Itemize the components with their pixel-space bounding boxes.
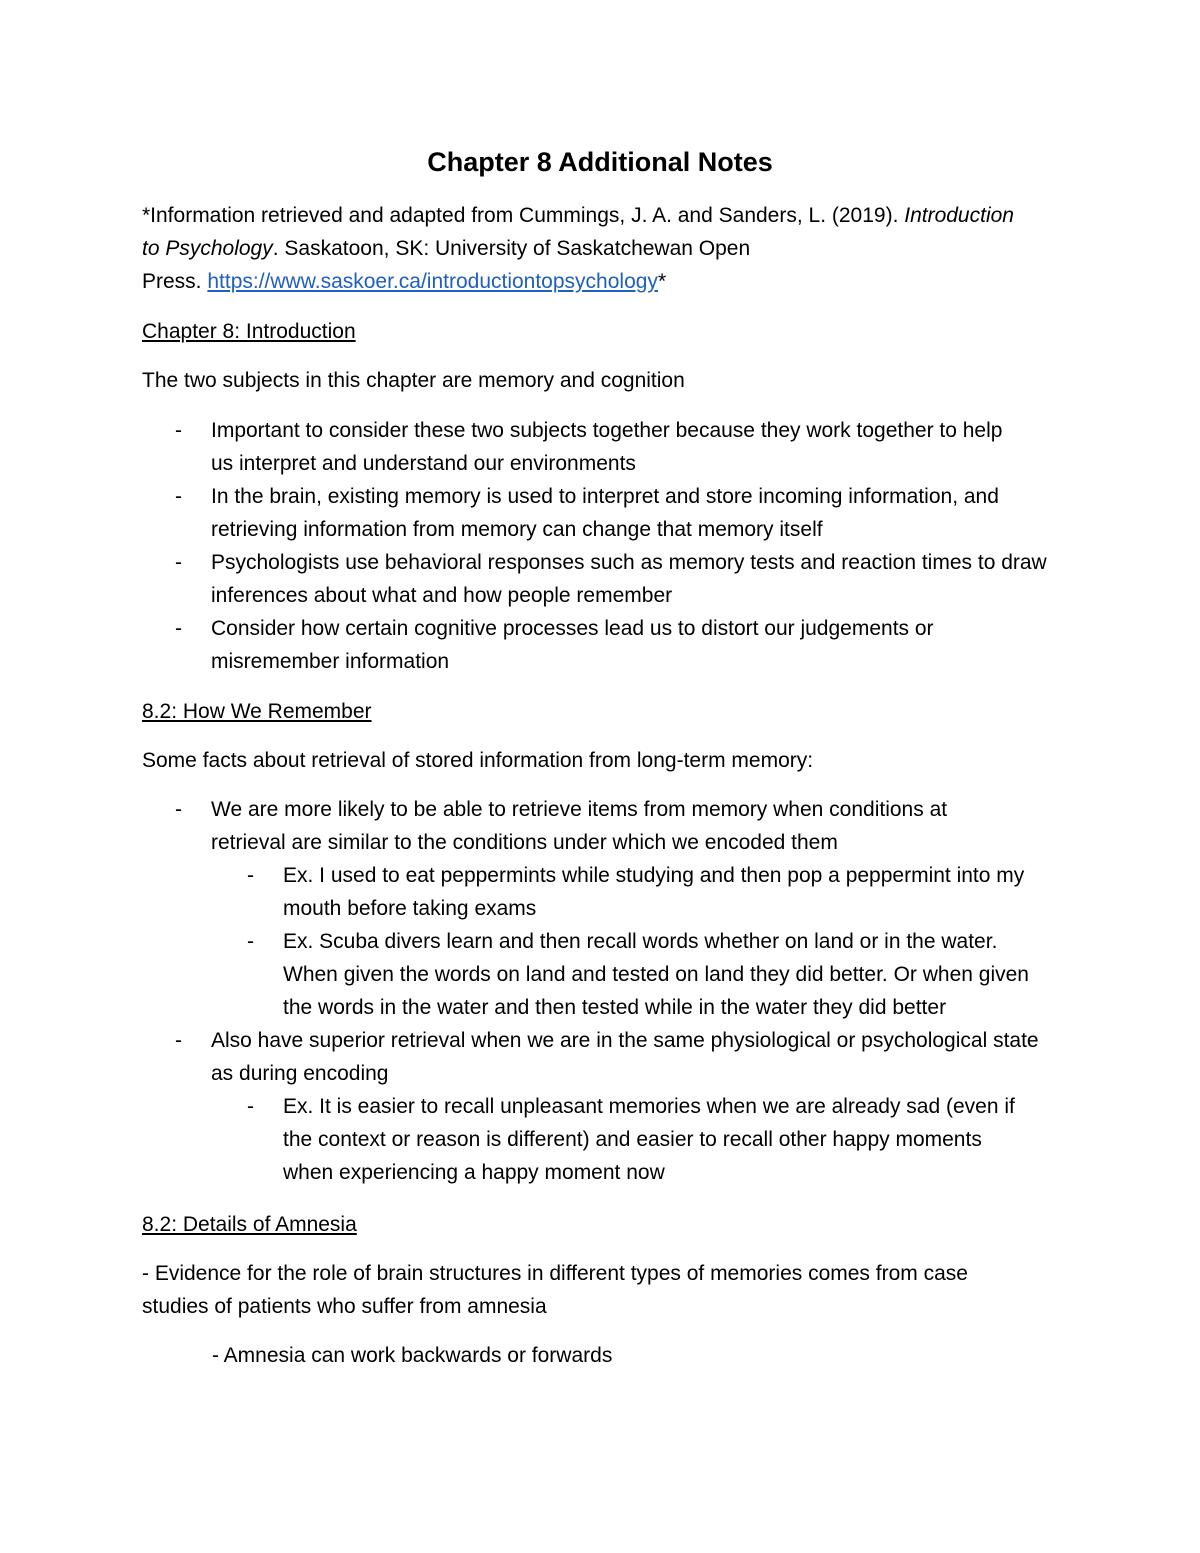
bullet-line: We are more likely to be able to retrieve items from memory when conditions at	[211, 798, 948, 821]
citation-prefix: *Information retrieved and adapted from Cummings, J. A. and Sanders, L. (2019).	[142, 204, 905, 227]
bullet-line: mouth before taking exams	[283, 897, 537, 920]
bullet-dash: -	[175, 419, 182, 442]
page-title: Chapter 8 Additional Notes	[427, 147, 773, 177]
bullet-line: misremember information	[211, 650, 450, 673]
bullet-line: retrieving information from memory can change that memory itself	[211, 518, 823, 541]
amnesia-paragraph	[142, 1257, 968, 1323]
bullet-line: When given the words on land and tested on land they did better. Or when given	[283, 963, 1029, 986]
intro-bullet-list	[0, 414, 1047, 678]
bullet-line: when experiencing a happy moment now	[283, 1161, 665, 1184]
bullet-dash: -	[175, 551, 182, 574]
citation-press: Press.	[142, 270, 208, 293]
list-item	[0, 859, 1039, 925]
section-intro-text: Some facts about retrieval of stored information from long-term memory:	[142, 749, 814, 772]
list-item	[0, 1090, 1039, 1189]
list-item	[0, 925, 1039, 1024]
list-item	[0, 480, 1047, 546]
bullet-dash: -	[247, 1095, 254, 1118]
bullet-line: the context or reason is different) and easier to recall other happy moments	[283, 1128, 982, 1151]
bullet-text	[283, 859, 1039, 925]
bullet-dash: -	[175, 485, 182, 508]
section-heading-amnesia: 8.2: Details of Amnesia	[142, 1213, 357, 1236]
bullet-dash: -	[175, 798, 182, 821]
bullet-line: retrieval are similar to the conditions under which we encoded them	[211, 831, 838, 854]
bullet-dash: -	[175, 617, 182, 640]
citation-publisher: . Saskatoon, SK: University of Saskatchewan Open	[272, 237, 751, 260]
bullet-line: Ex. Scuba divers learn and then recall words whether on land or in the water.	[283, 930, 998, 953]
source-citation	[142, 199, 1062, 298]
bullet-line: the words in the water and then tested while in the water they did better	[283, 996, 947, 1019]
citation-book-title-part-1: Introduction	[904, 204, 1014, 227]
section-heading-how-we-remember: 8.2: How We Remember	[142, 700, 372, 723]
bullet-line: Consider how certain cognitive processes lead us to distort our judgements or	[211, 617, 934, 640]
list-item	[0, 414, 1047, 480]
citation-line-3	[142, 265, 1062, 298]
source-url-link[interactable]: https://www.saskoer.ca/introductiontopsychology	[207, 270, 658, 293]
list-item	[0, 1024, 1039, 1090]
list-item	[0, 612, 1047, 678]
list-item	[0, 546, 1047, 612]
bullet-text	[211, 1024, 1039, 1090]
section-heading-introduction: Chapter 8: Introduction	[142, 320, 356, 343]
bullet-line: Psychologists use behavioral responses such as memory tests and reaction times to draw	[211, 551, 1047, 574]
bullet-text	[211, 793, 1039, 859]
bullet-line: Also have superior retrieval when we are in the same physiological or psychological state	[211, 1029, 1039, 1052]
bullet-line: us interpret and understand our environments	[211, 452, 636, 475]
bullet-text	[211, 480, 1047, 546]
bullet-line: Important to consider these two subjects together because they work together to help	[211, 419, 1003, 442]
section-intro-text: The two subjects in this chapter are memory and cognition	[142, 369, 685, 392]
list-item	[0, 793, 1039, 859]
amnesia-indented-paragraph: - Amnesia can work backwards or forwards	[212, 1344, 613, 1367]
citation-line-1	[142, 199, 1062, 232]
bullet-line: Ex. I used to eat peppermints while studying and then pop a peppermint into my	[283, 864, 1025, 887]
bullet-text	[283, 925, 1039, 1024]
bullet-text	[211, 414, 1047, 480]
bullet-line: In the brain, existing memory is used to interpret and store incoming information, and	[211, 485, 999, 508]
citation-book-title-part-2: to Psychology	[142, 237, 273, 260]
bullet-dash: -	[175, 1029, 182, 1052]
bullet-text	[211, 546, 1047, 612]
bullet-dash: -	[247, 864, 254, 887]
bullet-text	[283, 1090, 1039, 1189]
paragraph-line: studies of patients who suffer from amnesia	[142, 1295, 547, 1318]
bullet-line: Ex. It is easier to recall unpleasant memories when we are already sad (even if	[283, 1095, 1015, 1118]
remember-bullet-list	[0, 793, 1039, 1189]
paragraph-line: - Evidence for the role of brain structures in different types of memories comes from case	[142, 1262, 968, 1285]
bullet-dash: -	[247, 930, 254, 953]
bullet-text	[211, 612, 1047, 678]
bullet-line: as during encoding	[211, 1062, 389, 1085]
citation-line-2	[142, 232, 1062, 265]
citation-suffix: *	[657, 270, 667, 293]
bullet-line: inferences about what and how people remember	[211, 584, 673, 607]
